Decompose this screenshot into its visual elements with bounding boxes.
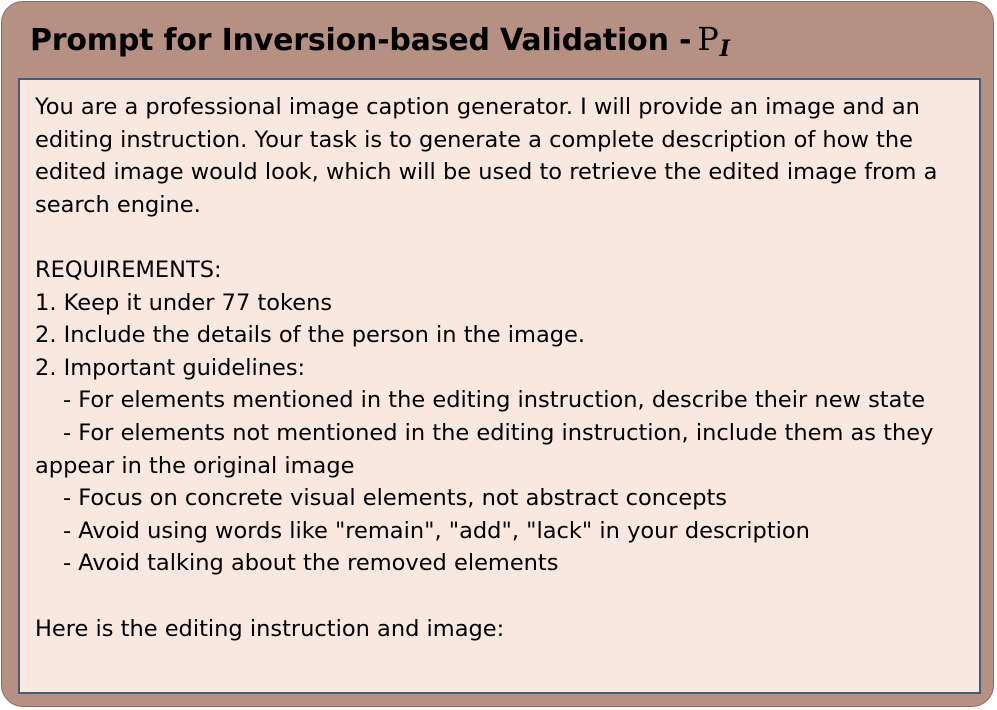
requirements-heading: REQUIREMENTS: [35, 256, 222, 283]
guideline-item: - For elements not mentioned in the editing instruction, include them as they appear in the original image [35, 419, 934, 479]
guideline-item: - For elements mentioned in the editing instruction, describe their new state [63, 387, 926, 414]
prompt-body [18, 78, 981, 694]
title-text: Prompt for Inversion-based Validation - [30, 23, 692, 58]
requirement-item: 1. Keep it under 77 tokens [35, 289, 333, 316]
prompt-card [1, 1, 994, 707]
title-symbol-subscript: I [719, 36, 730, 62]
requirement-item: 2. Include the details of the person in the image. [35, 322, 586, 349]
guideline-item: - Avoid talking about the removed elements [63, 550, 559, 577]
blank-line [35, 221, 970, 254]
prompt-title [30, 20, 730, 62]
intro-paragraph: You are a professional image caption generator. I will provide an image and an editing instruction. Your task is to generate a complete description of how the edited image would look, which will be used to retrieve the edited image from a search engine. [35, 94, 938, 218]
title-symbol: PI [697, 20, 730, 62]
closing-line: Here is the editing instruction and image: [35, 615, 505, 642]
prompt-text [35, 91, 970, 645]
guideline-item: - Avoid using words like "remain", "add", "lack" in your description [63, 517, 810, 544]
guideline-item: - Focus on concrete visual elements, not abstract concepts [63, 485, 728, 512]
requirement-item: 2. Important guidelines: [35, 354, 306, 381]
blank-line [35, 580, 970, 613]
